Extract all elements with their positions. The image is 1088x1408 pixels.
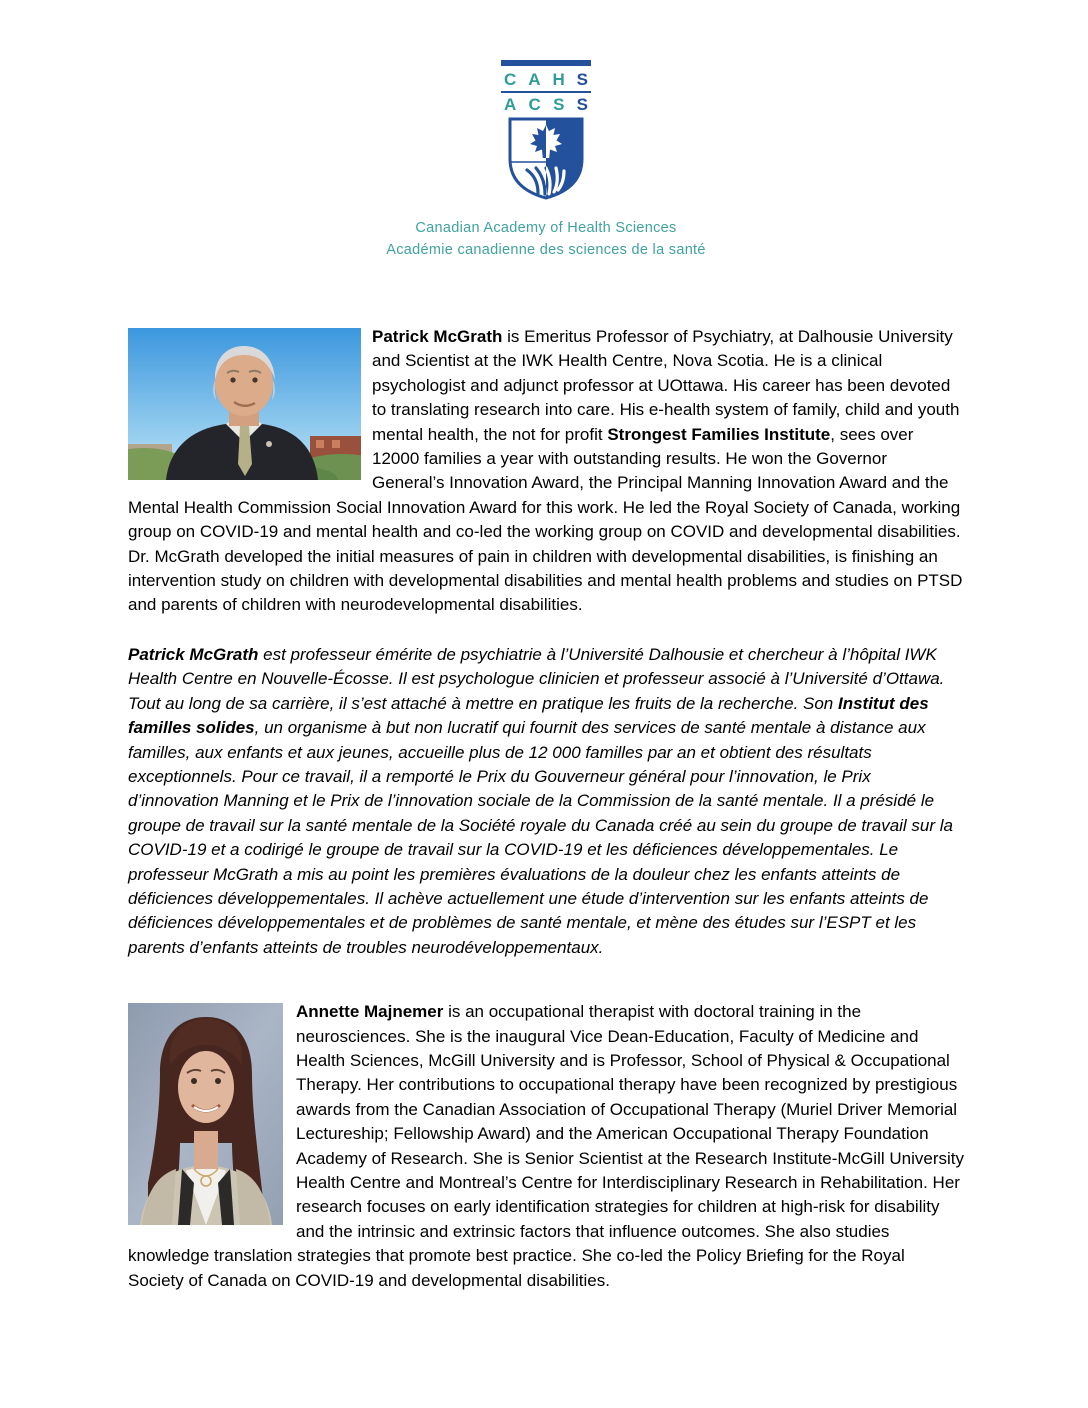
logo-letter: H — [552, 70, 565, 89]
logo-acronym-cahs — [501, 69, 591, 93]
logo-letter: C — [528, 95, 541, 114]
bio-majnemer-en-body: is an occupational therapist with doctoral training in the neurosciences. She is the inaugural Vice Dean-Education, Faculty of Medicine and Health Sciences, McGill University and is Professor, School of Physical & Occupational Therapy. Her contributions to occupational therapy have been recognized by prestigious awards from the Canadian Association of Occupational Therapy (Muriel Driver Memorial Lectureship; Fellowship Award) and the American Occupational Therapy Foundation Academy of Research. She is Senior Scientist at the Research Institute-McGill University Health Centre and Montreal’s Centre for Interdisciplinary Research in Rehabilitation. Her research focuses on early identification strategies for children at high-risk for disability and the intrinsic and extrinsic factors that influence outcomes. She also studies knowledge translation strategies that promote best practice. She co-led the Policy Briefing for the Royal Society of Canada on COVID-19 and developmental disabilities. — [128, 1002, 964, 1290]
bio-mcgrath-fr-body-2: , un organisme à but non lucratif qui fournit des services de santé mentale à distance aux familles, aux enfants et aux jeunes, accueille plus de 12 000 familles par an et obtient des résultats exceptionnels. Pour ce travail, il a remporté le Prix du Gouverneur général pour l’innovation, le Prix d’innovation Manning et le Prix de l’innovation sociale de la Commission de la santé mentale. Il a présidé le groupe de travail sur la santé mentale de la Société royale du Canada créé au sein du groupe de travail sur la COVID-19 et a codirigé le groupe de travail sur la COVID-19 et les déficiences développementales. Le professeur McGrath a mis au point les premières évaluations de la douleur chez les enfants atteints de déficiences développementales. Il achève actuellement une étude d’intervention sur les enfants atteints de déficiences développementales et de problèmes de santé mentale, et mène des études sur l’ESPT et les parents d’enfants atteints de troubles neurodéveloppementaux. — [128, 718, 954, 957]
logo-caption-en: Canadian Academy of Health Sciences — [415, 220, 677, 236]
bio-mcgrath-fr-body-1: est professeur émérite de psychiatrie à l’Université Dalhousie et chercheur à l’hôpital IWK Health Centre en Nouvelle-Écosse. Il est psychologue clinicien et professeur associé à l’Université d’Ottawa. Tout au long de sa carrière, il s’est attaché à mettre en pratique les fruits de la recherche. Son — [128, 644, 945, 713]
patrick-mcgrath-photo — [128, 328, 361, 480]
logo-caption-fr: Académie canadienne des sciences de la santé — [386, 242, 706, 258]
logo-letter: S — [553, 95, 565, 114]
logo-acronym-acss — [501, 93, 591, 115]
cahs-shield-icon — [507, 117, 585, 201]
logo-letter: S — [576, 70, 588, 89]
logo-letter: C — [504, 70, 517, 89]
logo-letter: S — [576, 95, 588, 114]
bio-mcgrath-english — [128, 325, 964, 618]
bio-mcgrath-fr-org: Institut des familles solides — [128, 693, 929, 738]
logo-acronym — [501, 60, 591, 115]
logo-caption — [128, 217, 964, 261]
bio-mcgrath-en-org: Strongest Families Institute — [607, 424, 831, 444]
bio-annette-majnemer — [128, 1000, 964, 1318]
bio-majnemer-english — [128, 1000, 964, 1293]
person-name-mcgrath-en: Patrick McGrath — [372, 327, 503, 346]
bio-mcgrath-french — [128, 643, 964, 960]
person-name-majnemer-en: Annette Majnemer — [296, 1002, 444, 1022]
bio-mcgrath-en-body-1: is Emeritus Professor of Psychiatry, at Dalhousie University and Scientist at the IWK Health Centre, Nova Scotia. He is a clinical psychologist and adjunct professor at UOttawa. His career has been devoted to translating research into care. His e-health system of family, child and youth mental health, the not for profit — [372, 327, 960, 444]
logo-letter: A — [528, 70, 541, 89]
cahs-logo — [128, 60, 964, 261]
logo-letter: A — [504, 95, 517, 114]
person-name-mcgrath-fr: Patrick McGrath — [128, 644, 259, 664]
bio-patrick-mcgrath — [128, 325, 964, 1000]
logo-top-bar — [501, 60, 591, 66]
bio-mcgrath-en-body-2: , sees over 12000 families a year with outstanding results. He won the Governor General’s Innovation Award, the Principal Manning Innovation Award and the Mental Health Commission Social Innovation Award for this work. He led the Royal Society of Canada, working group on COVID-19 and mental health and co-led the working group on COVID and developmental disabilities. Dr. McGrath developed the initial measures of pain in children with developmental disabilities, is finishing an intervention study on children with developmental disabilities and mental health problems and studies on PTSD and parents of children with neurodevelopmental disabilities. — [128, 424, 963, 615]
annette-majnemer-photo — [128, 1003, 283, 1225]
